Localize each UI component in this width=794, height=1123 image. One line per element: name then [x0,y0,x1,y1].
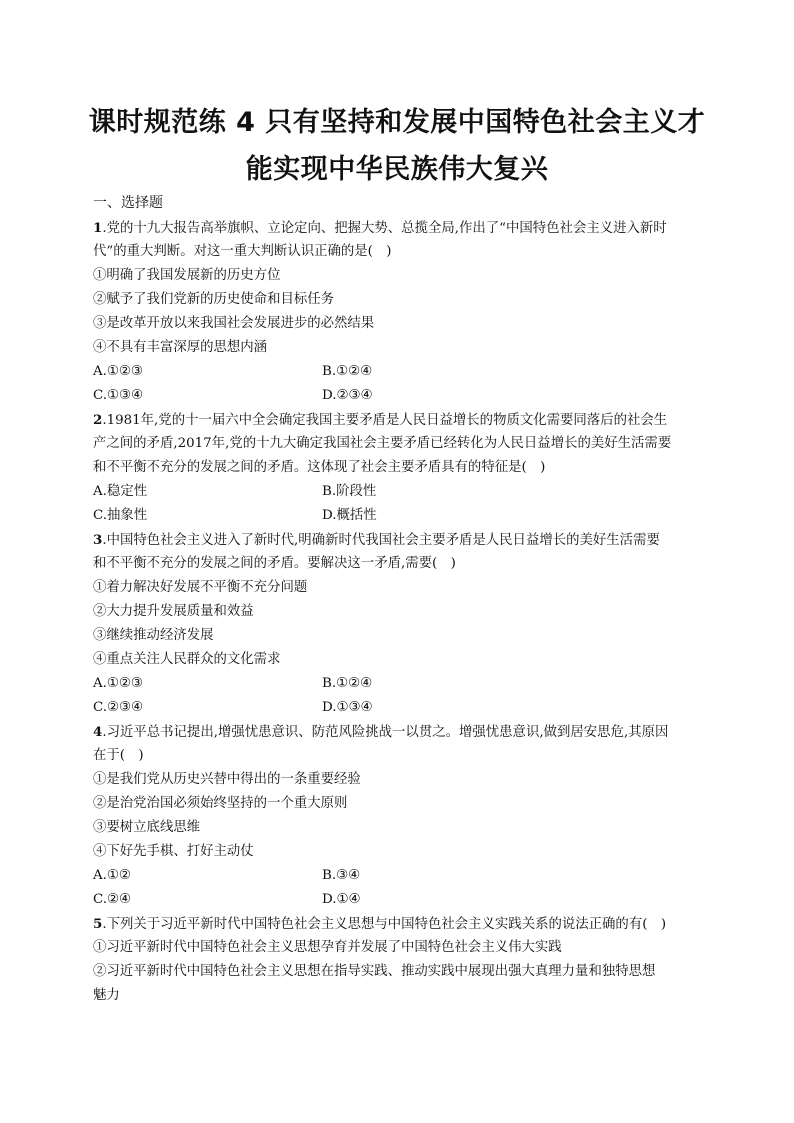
options-row [93,864,703,888]
options-row [93,360,703,384]
options-row [93,480,703,504]
statement-item: 魅力 [93,988,120,1003]
options-row [93,504,703,528]
question-3 [93,528,703,720]
options-row [93,888,703,912]
page-title-line-2: 能实现中华民族伟大复兴 [245,154,549,185]
option-c[interactable]: C.②④ [93,892,132,907]
question-4 [93,720,703,912]
question-stem-line: 2.1981年,党的十一届六中全会确定我国主要矛盾是人民日益增长的物质文化需要同落后的社会生 [93,412,668,428]
question-number: 1 [93,220,103,236]
statement-item: ③继续推动经济发展 [93,628,214,643]
option-c[interactable]: C.抽象性 [93,508,148,523]
options-row [93,672,703,696]
statement-item: ②赋予了我们党新的历史使命和目标任务 [93,292,335,307]
question-stem-line: 在于( ) [93,748,144,763]
question-5 [93,912,703,1008]
options-row [93,696,703,720]
option-a[interactable]: A.稳定性 [93,484,148,499]
option-c[interactable]: C.①③④ [93,388,144,403]
question-stem-line: 和不平衡不充分的发展之间的矛盾。这体现了社会主要矛盾具有的特征是( ) [93,460,546,475]
statement-item: ①着力解决好发展不平衡不充分问题 [93,580,308,595]
question-stem-line: 和不平衡不充分的发展之间的矛盾。要解决这一矛盾,需要( ) [93,556,456,571]
question-stem-line: 1.党的十九大报告高举旗帜、立论定向、把握大势、总揽全局,作出了“中国特色社会主义进入新时 [93,220,667,236]
options-row [93,384,703,408]
page-title-line-1: 课时规范练 4 只有坚持和发展中国特色社会主义才 [88,107,706,138]
option-b[interactable]: B.①②④ [322,364,373,379]
option-a[interactable]: A.①②③ [93,676,143,691]
question-stem-line: 产之间的矛盾,2017年,党的十九大确定我国社会主要矛盾已经转化为人民日益增长的美好生活需要 [93,436,672,451]
option-d[interactable]: D.概括性 [322,508,377,523]
question-number: 2 [93,412,103,428]
statement-item: ①习近平新时代中国特色社会主义思想孕育并发展了中国特色社会主义伟大实践 [93,940,562,955]
option-a[interactable]: A.①② [93,868,131,883]
option-d[interactable]: D.②③④ [322,388,373,403]
option-b[interactable]: B.阶段性 [322,484,377,499]
question-stem-line: 5.下列关于习近平新时代中国特色社会主义思想与中国特色社会主义实践关系的说法正确的有( ) [93,916,667,932]
statement-item: ③要树立底线思维 [93,820,201,835]
option-c[interactable]: C.②③④ [93,700,144,715]
option-b[interactable]: B.①②④ [322,676,373,691]
statement-item: ②习近平新时代中国特色社会主义思想在指导实践、推动实践中展现出强大真理力量和独特思想 [93,964,656,979]
question-number: 4 [93,724,103,740]
statement-item: ③是改革开放以来我国社会发展进步的必然结果 [93,316,375,331]
option-a[interactable]: A.①②③ [93,364,143,379]
question-stem-line: 代”的重大判断。对这一重大判断认识正确的是( ) [93,244,392,259]
statement-item: ①是我们党从历史兴替中得出的一条重要经验 [93,772,361,787]
statement-item: ④下好先手棋、打好主动仗 [93,844,254,859]
option-d[interactable]: D.①④ [322,892,361,907]
question-stem-line: 4.习近平总书记提出,增强忧患意识、防范风险挑战一以贯之。增强忧患意识,做到居安思危,其原因 [93,724,669,740]
question-number: 3 [93,532,103,548]
option-d[interactable]: D.①③④ [322,700,373,715]
question-2 [93,408,703,528]
statement-item: ②大力提升发展质量和效益 [93,604,254,619]
question-list [93,192,703,1008]
statement-item: ②是治党治国必须始终坚持的一个重大原则 [93,796,348,811]
statement-item: ④重点关注人民群众的文化需求 [93,652,281,667]
option-b[interactable]: B.③④ [322,868,361,883]
question-number: 5 [93,916,103,932]
question-1 [93,216,703,408]
statement-item: ④不具有丰富深厚的思想内涵 [93,340,268,355]
section-heading: 一、选择题 [93,195,163,211]
statement-item: ①明确了我国发展新的历史方位 [93,268,281,283]
question-stem-line: 3.中国特色社会主义进入了新时代,明确新时代我国社会主要矛盾是人民日益增长的美好生活需要 [93,532,660,548]
